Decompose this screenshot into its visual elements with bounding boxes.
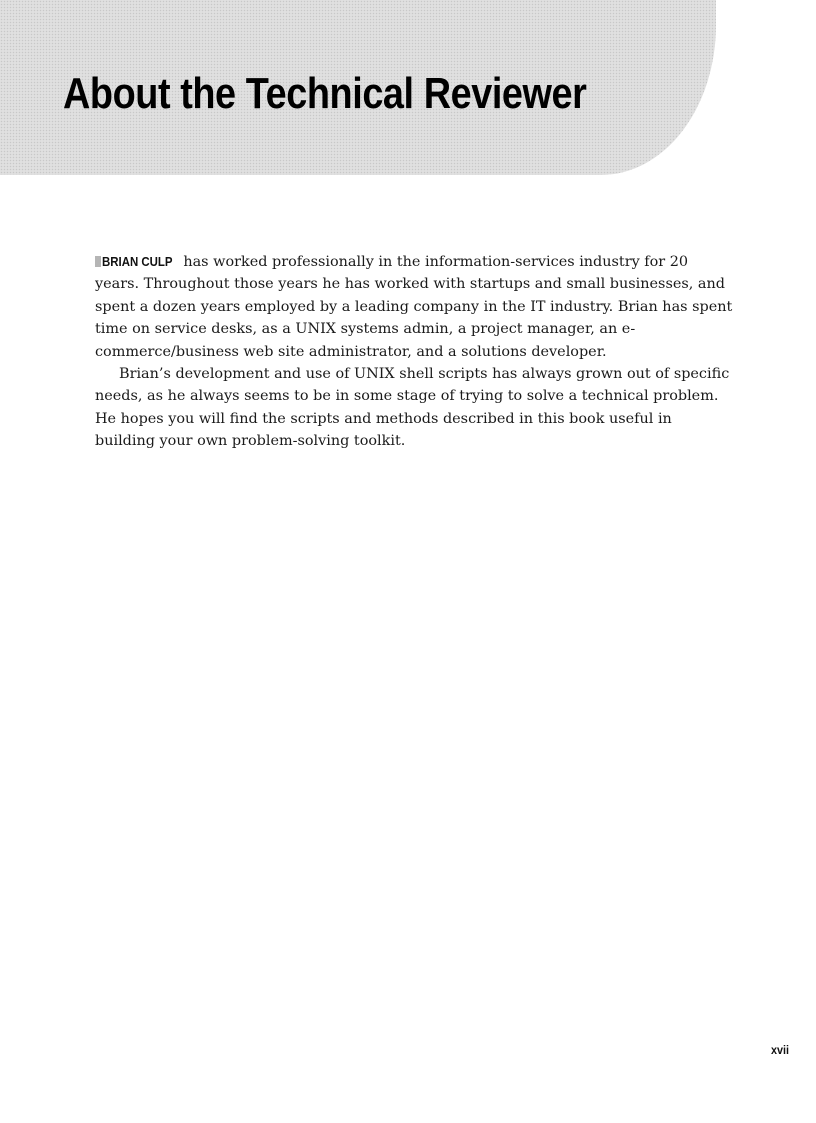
reviewer-name: BRIAN CULP bbox=[102, 254, 173, 269]
bio-paragraph-2: Brian’s development and use of UNIX shell scripts has always grown out of specific needs, as he always seems to be in some stage of trying to solve a technical problem. He hopes you will find the scripts and methods described in this book useful in building your own problem-solving toolkit. bbox=[95, 366, 730, 450]
run-in-marker-icon bbox=[95, 256, 101, 267]
bio-paragraph-1-text: has worked professionally in the information-services industry for 20 years. Throughout those years he has worked with startups and small businesses, and spent a dozen years employed by a leading company in the IT industry. Brian has spent time on service desks, as a UNIX systems admin, a project manager, an e-commerce/business web site administrator, and a solutions developer. bbox=[95, 254, 733, 360]
reviewer-bio bbox=[95, 251, 735, 453]
page-number: xvii bbox=[770, 1043, 789, 1057]
chapter-header-band bbox=[0, 0, 716, 175]
bio-paragraph-1 bbox=[95, 251, 735, 363]
chapter-title: About the Technical Reviewer bbox=[63, 69, 587, 118]
